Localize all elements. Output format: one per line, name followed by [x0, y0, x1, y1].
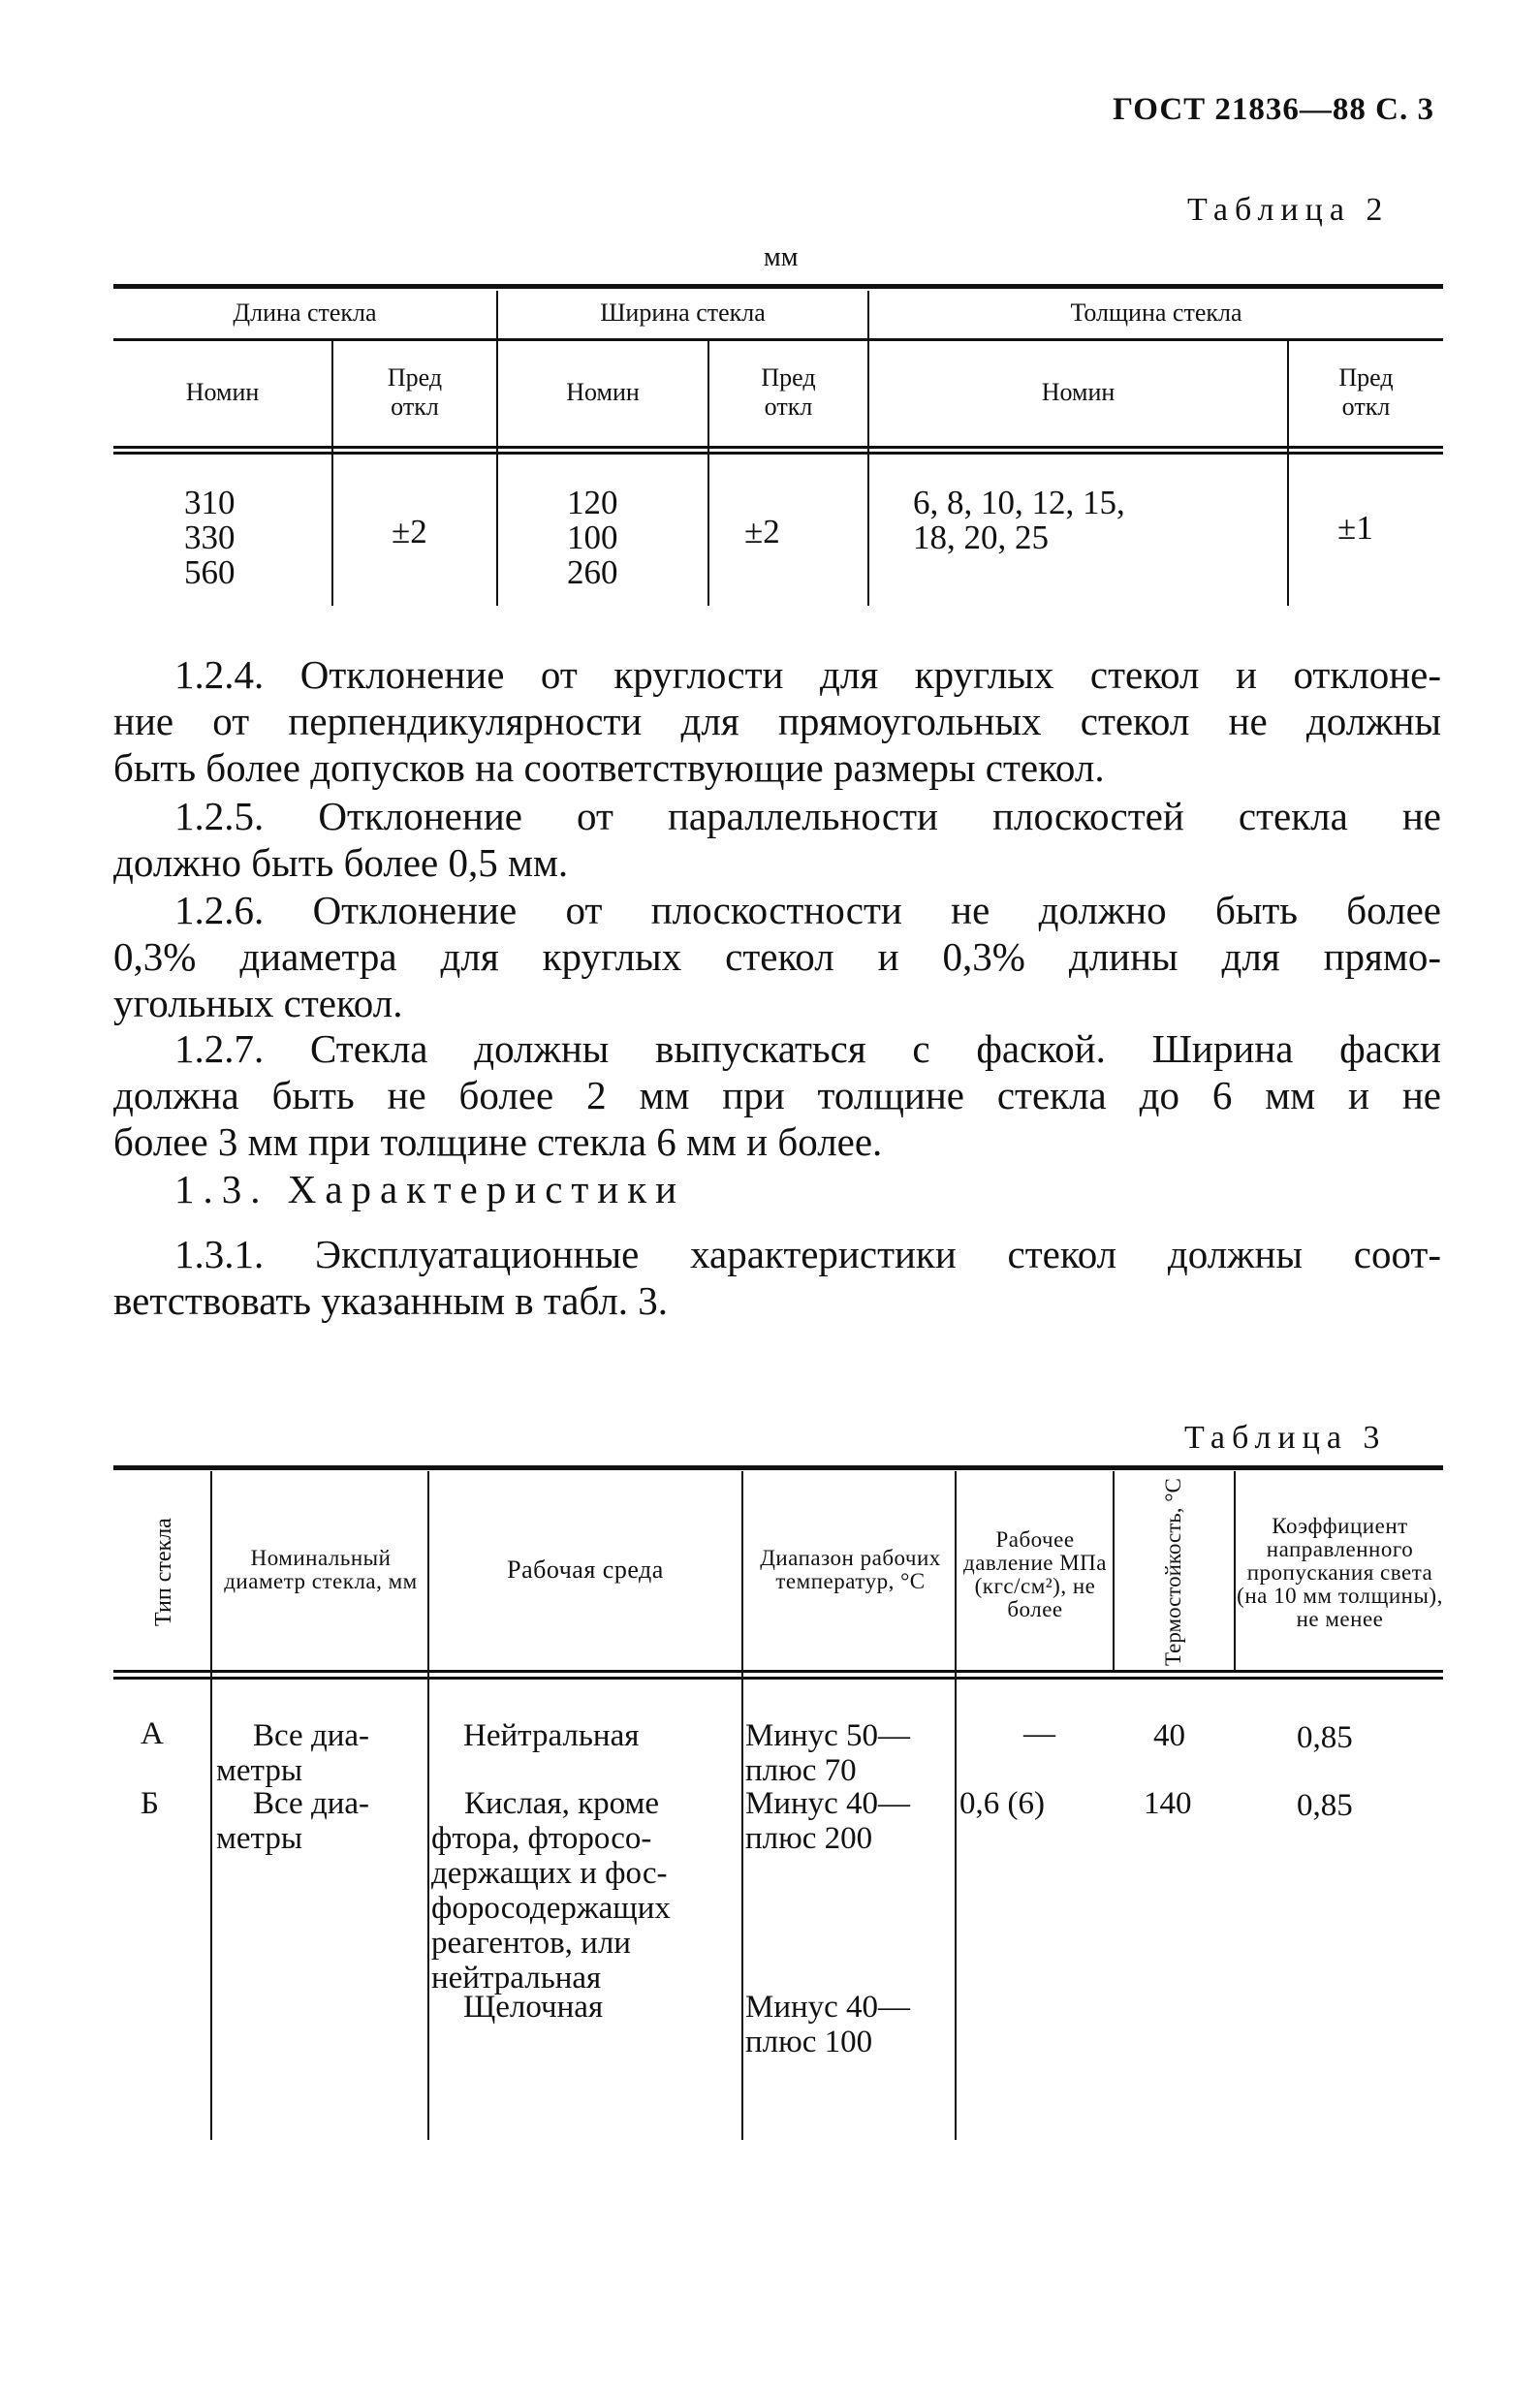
table3-medium-a: Нейтральная — [463, 1718, 640, 1753]
table3-medium-b — [427, 1786, 739, 1995]
table2-length-dev-header: Пред откл — [387, 363, 443, 421]
table2-thick-nom-header: Номин — [1041, 378, 1116, 406]
text-line: Кислая, кроме — [464, 1786, 660, 1821]
table2-thick-value: 6, 8, 10, 12, 15, — [913, 484, 1125, 521]
table3-header-transmission: Коэффициент направленного пропускания света (на 10 мм толщины), не менее — [1237, 1513, 1443, 1631]
text-line: держащих и фос- — [431, 1856, 668, 1891]
paragraph-1-2-5 — [113, 793, 1441, 886]
table3-temp-a — [745, 1718, 910, 1788]
table2-width-dev: ±2 — [744, 513, 780, 550]
text-line: Минус 50— — [745, 1718, 911, 1753]
text-line: реагентов, или — [431, 1926, 631, 1961]
table3-pressure-b: 0,6 (6) — [959, 1786, 1045, 1821]
text-line: быть более допусков на соответствующие размеры стекол. — [113, 745, 1105, 790]
table3-temp-c — [745, 1990, 910, 2059]
text-line: Все диа- — [253, 1718, 370, 1753]
table2-length-value: 310 — [184, 484, 236, 521]
table3-temp-b — [745, 1786, 910, 1856]
text-line: метры — [216, 1753, 303, 1788]
table2-group-width: Ширина стекла — [600, 298, 766, 327]
text-line: должно быть более 0,5 мм. — [113, 840, 569, 885]
table2-width-value: 120 — [567, 484, 618, 521]
running-header: ГОСТ 21836—88 С. 3 — [1113, 92, 1434, 127]
text-line: 1.2.6. Отклонение от плоскостности не должно быть более — [174, 888, 1441, 932]
table2-group-length: Длина стекла — [233, 298, 377, 327]
paragraph-1-2-7 — [113, 1025, 1441, 1165]
table2-thick-dev: ±1 — [1337, 509, 1373, 547]
table3-transmission-b: 0,85 — [1297, 1788, 1353, 1823]
table3-header-temp-range: Диапазон рабочих температур, °С — [760, 1546, 941, 1593]
text-line: должна быть не более 2 мм при толщине стекла до 6 мм и не — [113, 1073, 1441, 1117]
text-line: нейтральная — [431, 1961, 602, 1995]
table3-pressure-a: — — [1023, 1716, 1055, 1751]
table2-group-thickness: Толщина стекла — [1070, 298, 1242, 327]
text-line: 1.2.7. Стекла должны выпускаться с фаской. Ширина фаски — [174, 1026, 1441, 1071]
table3-thermal-a: 40 — [1153, 1718, 1185, 1753]
text-line: 0,3% диаметра для круглых стекол и 0,3% длины для прямо- — [113, 934, 1441, 979]
table3-header-thermal: Термостойкость, °С — [1161, 1478, 1185, 1667]
text-line: плюс 200 — [745, 1821, 873, 1856]
table3-header-pressure: Рабочее давление МПа (кгс/см²), не более — [963, 1527, 1107, 1621]
paragraph-1-2-6 — [113, 887, 1441, 1026]
table2-thick-value: 18, 20, 25 — [913, 518, 1049, 556]
table3-caption: Таблица 3 — [1184, 1420, 1387, 1456]
table2-length-nom-header: Номин — [185, 378, 260, 406]
text-line: плюс 70 — [745, 1753, 857, 1788]
table2-length-value: 330 — [184, 518, 236, 556]
table2-length-dev: ±2 — [392, 513, 427, 550]
table3-header-medium: Рабочая среда — [507, 1555, 664, 1584]
text-line: Минус 40— — [745, 1990, 911, 2025]
text-line: плюс 100 — [745, 2025, 873, 2059]
text-line: форосодержащих — [431, 1891, 671, 1926]
section-heading-1-3: 1.3. Характеристики — [174, 1167, 686, 1211]
text-line: угольных стекол. — [113, 981, 403, 1025]
table2-unit: мм — [764, 242, 799, 272]
text-line: 1.3.1. Эксплуатационные характеристики стекол должны соот- — [174, 1232, 1441, 1276]
table2-thick-dev-header: Пред откл — [1338, 363, 1394, 421]
table3-type-a: А — [141, 1716, 164, 1751]
paragraph-1-3-1 — [113, 1231, 1441, 1324]
table3-transmission-a: 0,85 — [1297, 1720, 1353, 1755]
text-line: фтора, фторосо- — [431, 1821, 652, 1856]
text-line: 1.2.4. Отклонение от круглости для круглых стекол и отклоне- — [174, 652, 1441, 697]
table3-type-b: Б — [141, 1786, 159, 1821]
table2-width-value: 260 — [567, 553, 618, 591]
table2-width-value: 100 — [567, 518, 618, 556]
table3-medium-c: Щелочная — [463, 1990, 604, 2025]
table3-diameter-a — [216, 1718, 424, 1788]
table2-length-value: 560 — [184, 553, 236, 591]
table2-width-dev-header: Пред откл — [761, 363, 816, 421]
text-line: более 3 мм при толщине стекла 6 мм и более. — [113, 1119, 883, 1164]
text-line: 1.2.5. Отклонение от параллельности плоскостей стекла не — [174, 794, 1441, 838]
text-line: метры — [216, 1821, 303, 1856]
table2-caption: Таблица 2 — [1187, 192, 1390, 228]
text-line: Минус 40— — [745, 1786, 911, 1821]
text-line: ние от перпендикулярности для прямоугольных стекол не должны — [113, 699, 1441, 743]
text-line: ветствовать указанным в табл. 3. — [113, 1278, 669, 1323]
paragraph-1-2-4 — [113, 651, 1441, 791]
table3-diameter-b — [216, 1786, 424, 1856]
table3-header-diameter: Номинальный диаметр стекла, мм — [224, 1546, 418, 1593]
table3-header-type: Тип стекла — [151, 1518, 176, 1627]
text-line: Все диа- — [253, 1786, 370, 1821]
table3-thermal-b: 140 — [1144, 1786, 1192, 1821]
table2-width-nom-header: Номин — [566, 378, 640, 406]
